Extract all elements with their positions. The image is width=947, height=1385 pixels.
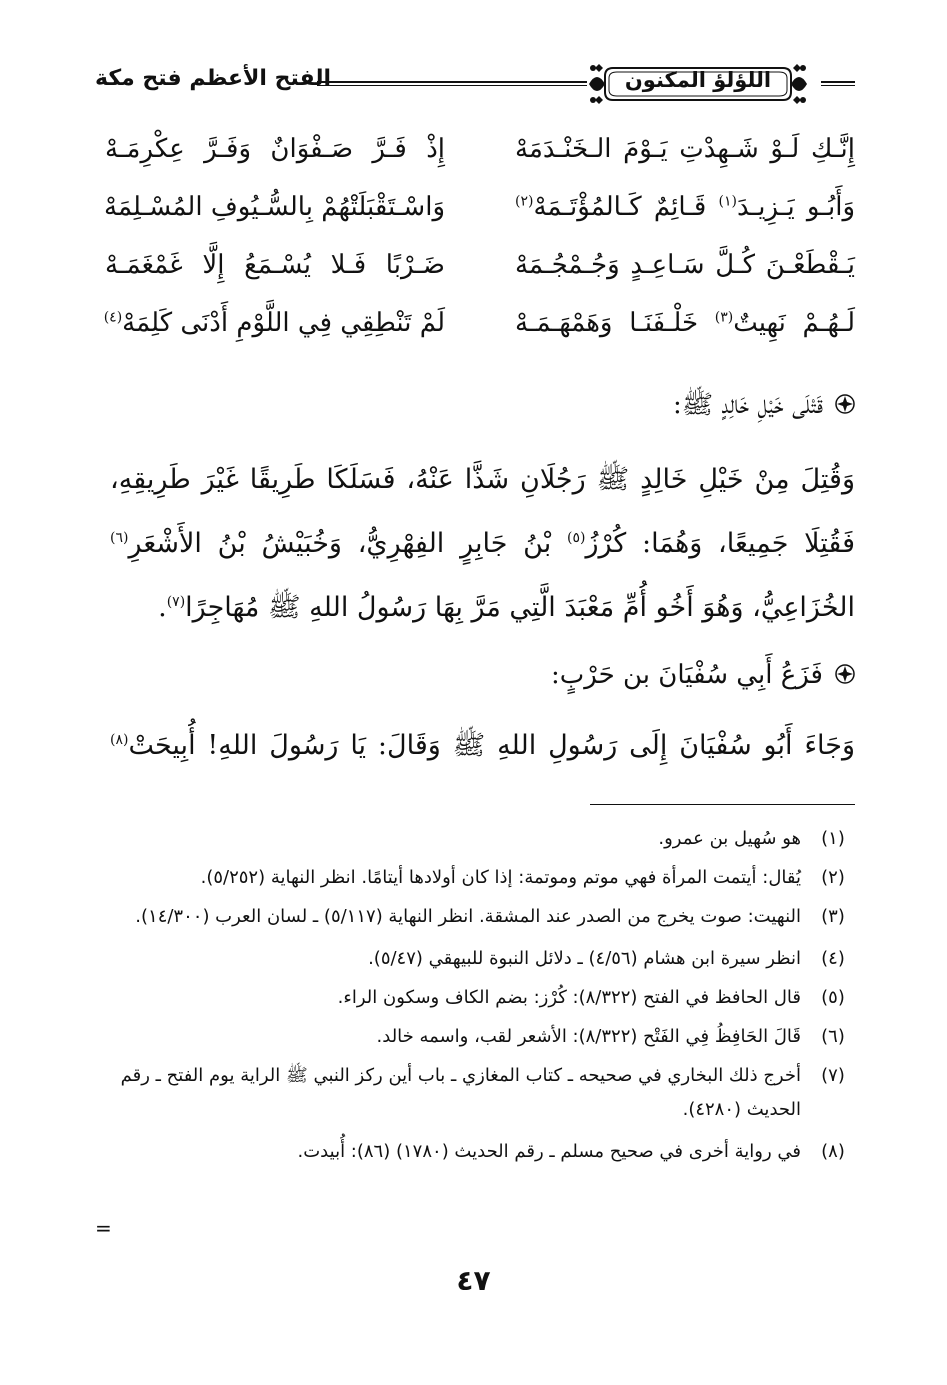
rosette-icon — [835, 394, 855, 414]
verse-text: قَـائِمٌ كَـالمُؤْتَـمَهْ — [533, 192, 719, 222]
book-title: اللؤلؤ المكنون — [624, 68, 772, 92]
rosette-icon — [835, 664, 855, 684]
chapter-title: الفتح الأعظم فتح مكة — [95, 66, 332, 91]
prose-text: الخُزَاعِيُّ، وَهُوَ أَخُو أُمِّ مَعْبَدَ الَّتِي مَرَّ بِهَا رَسُولُ اللهِ ﷺ مُهَاجِرًا — [185, 592, 855, 623]
verse-text: يَـقْطَعْـنَ كُـلَّ سَـاعِـدٍ وَجُـمْجُـمَهْ — [515, 250, 855, 280]
footnote-number: (٨) — [821, 1141, 845, 1162]
footnote-marker[interactable]: (١) — [718, 193, 738, 210]
footnote-separator — [590, 804, 855, 805]
section-heading — [673, 388, 855, 426]
footnote-marker[interactable]: (٣) — [714, 309, 734, 326]
verse-row — [95, 302, 855, 360]
verse-text: ضَـرْبًا فَـلا يُسْـمَعُ إِلَّا غَمْغَمَـهْ — [105, 250, 445, 280]
footnote — [110, 900, 855, 934]
prose-text: وَقُتِلَ مِنْ خَيْلِ خَالِدٍ ﷺ رَجُلَانِ شَذَّا عَنْهُ، فَسَلَكَا طَرِيقًا غَيْرَ طَرِيقِهِ، — [110, 464, 855, 495]
prose-line — [110, 448, 855, 512]
footnote-number: (٥) — [821, 987, 845, 1008]
footnote — [110, 1135, 855, 1169]
footnote-text: النهيت: صوت يخرج من الصدر عند المشقة. انظر النهاية (٥/١١٧) ـ لسان العرب (١٤/٣٠٠). — [135, 906, 801, 927]
footnote-number: (٦) — [821, 1026, 845, 1047]
footnote-marker[interactable]: (٤) — [103, 309, 123, 326]
footnote-number: (٧) — [821, 1065, 845, 1086]
running-header — [95, 58, 855, 114]
verse-text: وَاسْـتَقْبَلَتْهُمْ بِالسُّـيُوفِ المُسْـلِمَهْ — [104, 192, 445, 222]
footnote-marker[interactable]: (٥) — [567, 530, 586, 546]
verse-first-hemistich — [515, 250, 855, 280]
footnote-marker[interactable]: (٧) — [166, 594, 186, 610]
section-body — [110, 714, 855, 778]
verse-text: لَمْ تَنْطِقِي فِي اللَّوْمِ أَدْنَى كَلِمَهْ — [122, 308, 445, 338]
page-number: ٤٧ — [456, 1264, 491, 1297]
footnote — [110, 1020, 855, 1054]
verse-second-hemistich — [105, 250, 445, 280]
verse-text: إِذْ فَـرَّ صَـفْوَانٌ وَفَـرَّ عِكْرِمَـهْ — [105, 134, 445, 164]
prose-line — [110, 512, 855, 576]
poem-verses — [95, 128, 855, 360]
footnote-marker[interactable]: (٨) — [110, 732, 129, 748]
footnote-marker[interactable]: (٦) — [110, 530, 129, 546]
prose-text: بْنُ جَابِرٍ الفِهْرِيُّ، وَخُبَيْشُ بْنُ الأَشْعَرِ — [128, 528, 567, 559]
section-heading — [551, 660, 855, 690]
section-heading-text: قَتْلَى خَيْلِ خَالِدٍ ﷺ: — [673, 390, 823, 420]
footnote — [110, 942, 855, 976]
footnotes — [110, 822, 855, 1174]
footnote-number: (٤) — [821, 948, 845, 969]
footnote-text: قال الحافظ في الفتح (٨/٣٢٢): كُرْز: بضم الكاف وسكون الراء. — [337, 987, 801, 1008]
verse-text: خَلْـفَنَـا وَهَمْهَـمَـهْ — [515, 308, 715, 338]
prose-text: . — [158, 592, 167, 623]
verse-first-hemistich — [515, 192, 855, 222]
verse-text: لَـهُـمْ نَهِيتٌ — [733, 308, 855, 338]
header-rule-right — [821, 81, 855, 86]
verse-second-hemistich — [105, 192, 445, 222]
footnote-text: انظر سيرة ابن هشام (٤/٥٦) ـ دلائل النبوة للبيهقي (٥/٤٧). — [368, 948, 801, 969]
continuation-mark: = — [95, 1216, 112, 1240]
verse-first-hemistich — [515, 134, 855, 164]
verse-row — [95, 186, 855, 244]
prose-line — [110, 576, 855, 640]
header-rule-middle — [317, 81, 587, 86]
footnote — [110, 981, 855, 1015]
footnote-text: في رواية أخرى في صحيح مسلم ـ رقم الحديث (١٧٨٠) (٨٦): أُبيدت. — [297, 1141, 801, 1162]
prose-line — [110, 714, 855, 778]
verse-second-hemistich — [105, 134, 445, 164]
footnote-text: قَالَ الحَافِظُ فِي الفَتْح (٨/٣٢٢): الأشعر لقب، واسمه خالد. — [376, 1026, 801, 1047]
footnote — [110, 861, 855, 895]
footnote-number: (٣) — [821, 906, 845, 927]
prose-text: وَجَاءَ أَبُو سُفْيَانَ إِلَى رَسُولِ اللهِ ﷺ وَقَالَ: يَا رَسُولَ اللهِ! أُبِيحَتْ — [128, 730, 855, 761]
verse-second-hemistich — [105, 308, 445, 338]
prose-text: فَقُتِلَا جَمِيعًا، وَهُمَا: كُرْزُ — [585, 528, 855, 559]
footnote-text: أخرج ذلك البخاري في صحيحه ـ كتاب المغازي ـ باب أين ركز النبي ﷺ الراية يوم الفتح ـ رقم الحديث (٤٢٨٠). — [120, 1065, 801, 1120]
section-heading-text: فَزَعُ أَبِي سُفْيَانَ بن حَرْبٍ: — [551, 660, 823, 690]
footnote-number: (٢) — [821, 867, 845, 888]
verse-first-hemistich — [515, 308, 855, 338]
book-title-cartouche — [585, 58, 811, 110]
footnote — [110, 1059, 855, 1127]
verse-row — [95, 128, 855, 186]
footnote-text: يُقال: أيتمت المرأة فهي موتم وموتمة: إذا كان أولادها أيتامًا. انظر النهاية (٥/٢٥٢). — [200, 867, 801, 888]
verse-text: إِنَّـكِ لَـوْ شَـهِدْتِ يَـوْمَ الـخَنْـدَمَهْ — [515, 134, 855, 164]
verse-text: وَأَبُـو يَـزِيـدَ — [737, 192, 855, 222]
footnote-text: هو سُهيل بن عمرو. — [658, 828, 801, 849]
section-body — [110, 448, 855, 640]
footnote-marker[interactable]: (٢) — [515, 193, 534, 210]
verse-row — [95, 244, 855, 302]
footnote — [110, 822, 855, 856]
footnote-number: (١) — [821, 828, 845, 849]
